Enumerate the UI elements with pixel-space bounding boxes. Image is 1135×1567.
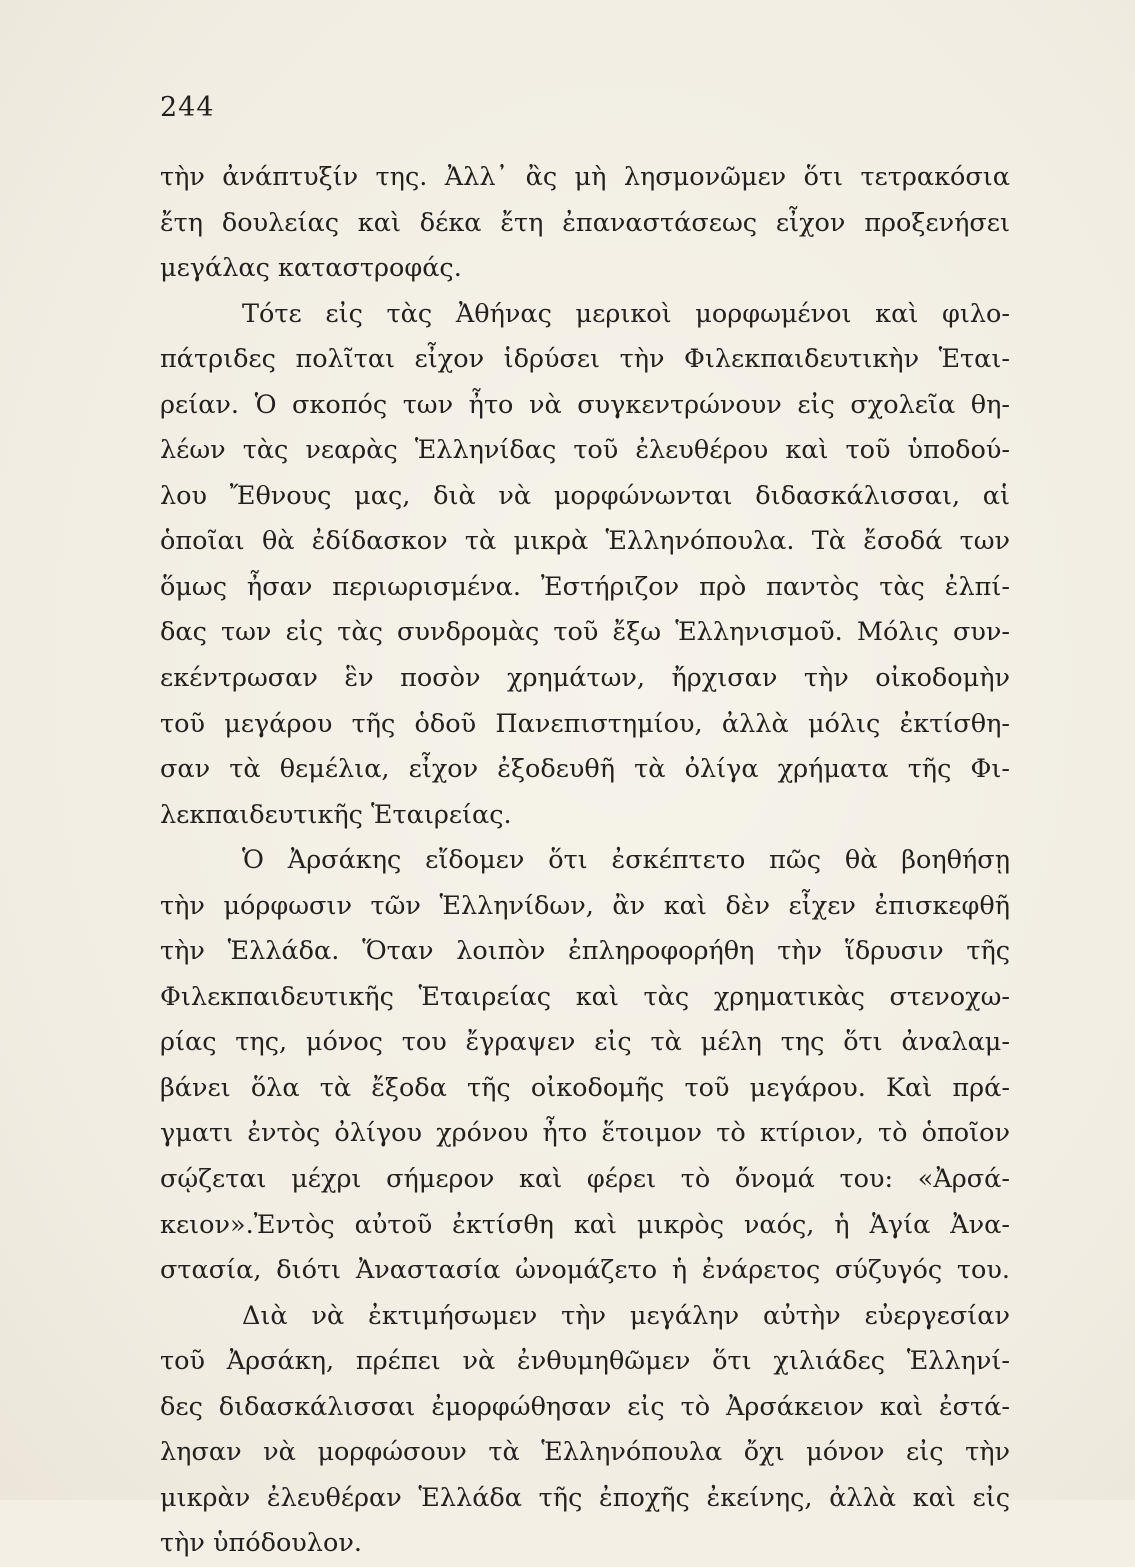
text-line: τὴν ἀνάπτυξίν της. Ἀλλ᾽ ἂς μὴ λησμονῶμεν ὅτι τετρακόσια — [160, 162, 1010, 192]
text-line: στασία, διότι Ἀναστασία ὠνομάζετο ἡ ἐνάρετος σύζυγός του. — [160, 1255, 1010, 1286]
text-line: βάνει ὅλα τὰ ἔξοδα τῆς οἰκοδομῆς τοῦ μεγάρου. Καὶ πρά- — [160, 1072, 1010, 1103]
text-line: λεκπαιδευτικῆς Ἑταιρείας. — [160, 799, 512, 830]
page-number: 244 — [160, 92, 215, 123]
text-line: λησαν νὰ μορφώσουν τὰ Ἑλληνόπουλα ὄχι μόνον εἰς τὴν — [160, 1437, 1010, 1468]
text-line: λέων τὰς νεαρὰς Ἑλληνίδας τοῦ ἐλευθέρου καὶ τοῦ ὑποδού- — [160, 435, 1010, 466]
text-line: ἔτη δουλείας καὶ δέκα ἔτη ἐπαναστάσεως εἶχον προξενήσει — [160, 207, 1010, 238]
text-line: σαν τὰ θεμέλια, εἶχον ἐξοδευθῆ τὰ ὀλίγα χρήματα τῆς Φι- — [160, 754, 1010, 785]
text-line: Διὰ νὰ ἐκτιμήσωμεν τὴν μεγάλην αὐτὴν εὐεργεσίαν — [242, 1300, 1010, 1331]
text-line: μεγάλας καταστροφάς. — [160, 253, 462, 284]
text-line: κειον».Ἐντὸς αὐτοῦ ἐκτίσθη καὶ μικρὸς ναός, ἡ Ἁγία Ἀνα- — [160, 1209, 1010, 1240]
text-line: λου Ἔθνους μας, διὰ νὰ μορφώνωνται διδασκάλισσαι, αἱ — [160, 480, 1010, 511]
text-line: σῴζεται μέχρι σήμερον καὶ φέρει τὸ ὄνομά του: «Ἀρσά- — [160, 1164, 1010, 1195]
text-line: δες διδασκάλισσαι ἐμορφώθησαν εἰς τὸ Ἀρσάκειον καὶ ἐστά- — [160, 1391, 1010, 1422]
text-line: εκέντρωσαν ἓν ποσὸν χρημάτων, ἤρχισαν τὴν οἰκοδομὴν — [160, 663, 1010, 694]
text-line: Φιλεκπαιδευτικῆς Ἑταιρείας καὶ τὰς χρηματικὰς στενοχω- — [160, 981, 1010, 1012]
text-line: Τότε εἰς τὰς Ἀθήνας μερικοὶ μορφωμένοι καὶ φιλο- — [242, 298, 1010, 329]
text-line: τὴν ὑπόδουλον. — [160, 1528, 362, 1559]
text-line: δας των εἰς τὰς συνδρομὰς τοῦ ἔξω Ἑλληνισμοῦ. Μόλις συν- — [160, 617, 1010, 648]
text-line: τὴν Ἑλλάδα. Ὅταν λοιπὸν ἐπληροφορήθη τὴν ἵδρυσιν τῆς — [160, 936, 1010, 967]
text-line: ὅμως ἦσαν περιωρισμένα. Ἐστήριζον πρὸ παντὸς τὰς ἐλπί- — [160, 571, 1010, 602]
text-line: ρείαν. Ὁ σκοπός των ἦτο νὰ συγκεντρώνουν εἰς σχολεῖα θη- — [160, 389, 1010, 420]
text-line: μικρὰν ἐλευθέραν Ἑλλάδα τῆς ἐποχῆς ἐκείνης, ἀλλὰ καὶ εἰς — [160, 1482, 1010, 1513]
text-line: τὴν μόρφωσιν τῶν Ἑλληνίδων, ἂν καὶ δὲν εἶχεν ἐπισκεφθῆ — [160, 890, 1010, 921]
text-line: τοῦ Ἀρσάκη, πρέπει νὰ ἐνθυμηθῶμεν ὅτι χιλιάδες Ἑλληνί- — [160, 1346, 1010, 1377]
text-line: πάτριδες πολῖται εἶχον ἱδρύσει τὴν Φιλεκπαιδευτικὴν Ἑται- — [160, 344, 1010, 375]
text-line: τοῦ μεγάρου τῆς ὁδοῦ Πανεπιστημίου, ἀλλὰ μόλις ἐκτίσθη- — [160, 708, 1010, 739]
text-line: ρίας της, μόνος του ἔγραψεν εἰς τὰ μέλη της ὅτι ἀναλαμ- — [160, 1027, 1010, 1058]
text-line: γματι ἐντὸς ὀλίγου χρόνου ἦτο ἕτοιμον τὸ κτίριον, τὸ ὁποῖον — [160, 1118, 1010, 1149]
text-line: ὁποῖαι θὰ ἐδίδασκον τὰ μικρὰ Ἑλληνόπουλα. Τὰ ἔσοδά των — [160, 526, 1010, 557]
text-line: Ὁ Ἀρσάκης εἴδομεν ὅτι ἐσκέπτετο πῶς θὰ βοηθήσῃ — [242, 845, 1010, 876]
body-text — [160, 155, 1010, 1567]
